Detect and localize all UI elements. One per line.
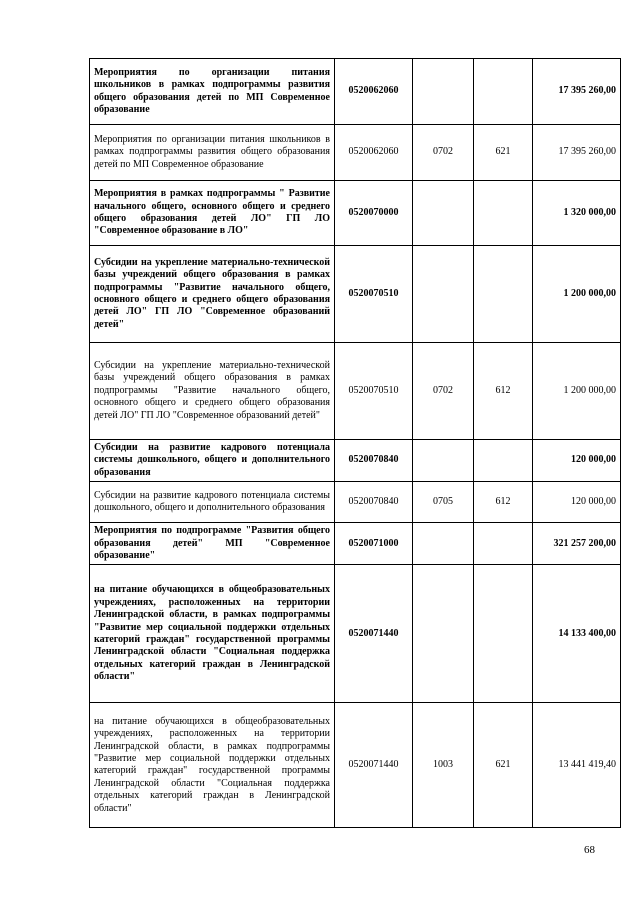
- row-name: Мероприятия по организации питания школьников в рамках подпрограммы развития общего образования детей по МП Современное образование: [90, 125, 335, 181]
- row-name: на питание обучающихся в общеобразовательных учреждениях, расположенных на территории Ленинградской области, в рамках подпрограммы "Развитие мер социальной поддержки отдельных категорий граждан" государственной программы Ленинградской области "Социальная поддержка отдельных категорий граждан в Ленинградской области": [90, 703, 335, 828]
- row-section: 0702: [413, 125, 474, 181]
- table-row: [90, 59, 621, 125]
- row-amount: 1 200 000,00: [533, 246, 621, 343]
- row-amount: 120 000,00: [533, 440, 621, 482]
- row-type: 621: [474, 125, 533, 181]
- row-amount: 17 395 260,00: [533, 59, 621, 125]
- row-type: [474, 565, 533, 703]
- row-code: 0520070840: [335, 482, 413, 523]
- row-type: [474, 246, 533, 343]
- table-row: [90, 125, 621, 181]
- row-section: [413, 440, 474, 482]
- row-name: Субсидии на развитие кадрового потенциала системы дошкольного, общего и дополнительного образования: [90, 440, 335, 482]
- row-type: 612: [474, 482, 533, 523]
- row-type: [474, 181, 533, 246]
- row-section: [413, 246, 474, 343]
- row-type: [474, 523, 533, 565]
- row-amount: 13 441 419,40: [533, 703, 621, 828]
- row-code: 0520071440: [335, 565, 413, 703]
- row-section: [413, 59, 474, 125]
- row-code: 0520070510: [335, 343, 413, 440]
- row-type: 621: [474, 703, 533, 828]
- row-name: Мероприятия в рамках подпрограммы " Развитие начального общего, основного общего и среднего общего образования детей ЛО" ГП ЛО "Современное образование в ЛО": [90, 181, 335, 246]
- table-row: [90, 482, 621, 523]
- row-code: 0520071440: [335, 703, 413, 828]
- row-amount: 14 133 400,00: [533, 565, 621, 703]
- row-section: 0702: [413, 343, 474, 440]
- row-amount: 120 000,00: [533, 482, 621, 523]
- table-row: [90, 440, 621, 482]
- row-section: 0705: [413, 482, 474, 523]
- row-amount: 1 320 000,00: [533, 181, 621, 246]
- row-section: 1003: [413, 703, 474, 828]
- row-name: Субсидии на укрепление материально-технической базы учреждений общего образования в рамках подпрограммы "Развитие начального общего, основного общего и среднего общего образования детей ЛО" ГП ЛО "Современное образований детей": [90, 246, 335, 343]
- table-row: [90, 565, 621, 703]
- row-section: [413, 565, 474, 703]
- row-type: [474, 440, 533, 482]
- budget-table: [89, 58, 621, 828]
- row-code: 0520070510: [335, 246, 413, 343]
- row-code: 0520070000: [335, 181, 413, 246]
- row-code: 0520070840: [335, 440, 413, 482]
- row-section: [413, 181, 474, 246]
- row-code: 0520071000: [335, 523, 413, 565]
- row-amount: 17 395 260,00: [533, 125, 621, 181]
- row-type: 612: [474, 343, 533, 440]
- table-row: [90, 523, 621, 565]
- row-name: Субсидии на укрепление материально-технической базы учреждений общего образования в рамках подпрограммы "Развитие начального общего, основного общего и среднего общего образования детей ЛО" ГП ЛО "Современное образований детей": [90, 343, 335, 440]
- table-row: [90, 181, 621, 246]
- row-code: 0520062060: [335, 59, 413, 125]
- row-type: [474, 59, 533, 125]
- table-row: [90, 343, 621, 440]
- row-amount: 321 257 200,00: [533, 523, 621, 565]
- row-name: Мероприятия по подпрограмме "Развития общего образования детей" МП "Современное образование": [90, 523, 335, 565]
- row-section: [413, 523, 474, 565]
- row-amount: 1 200 000,00: [533, 343, 621, 440]
- row-code: 0520062060: [335, 125, 413, 181]
- row-name: Мероприятия по организации питания школьников в рамках подпрограммы развития общего образования детей по МП Современное образование: [90, 59, 335, 125]
- row-name: на питание обучающихся в общеобразовательных учреждениях, расположенных на территории Ленинградской области, в рамках подпрограммы "Развитие мер социальной поддержки отдельных категорий граждан" государственной программы Ленинградской области "Социальная поддержка отдельных категорий граждан в Ленинградской области": [90, 565, 335, 703]
- row-name: Субсидии на развитие кадрового потенциала системы дошкольного, общего и дополнительного образования: [90, 482, 335, 523]
- table-row: [90, 703, 621, 828]
- table-row: [90, 246, 621, 343]
- page-number: 68: [584, 844, 595, 856]
